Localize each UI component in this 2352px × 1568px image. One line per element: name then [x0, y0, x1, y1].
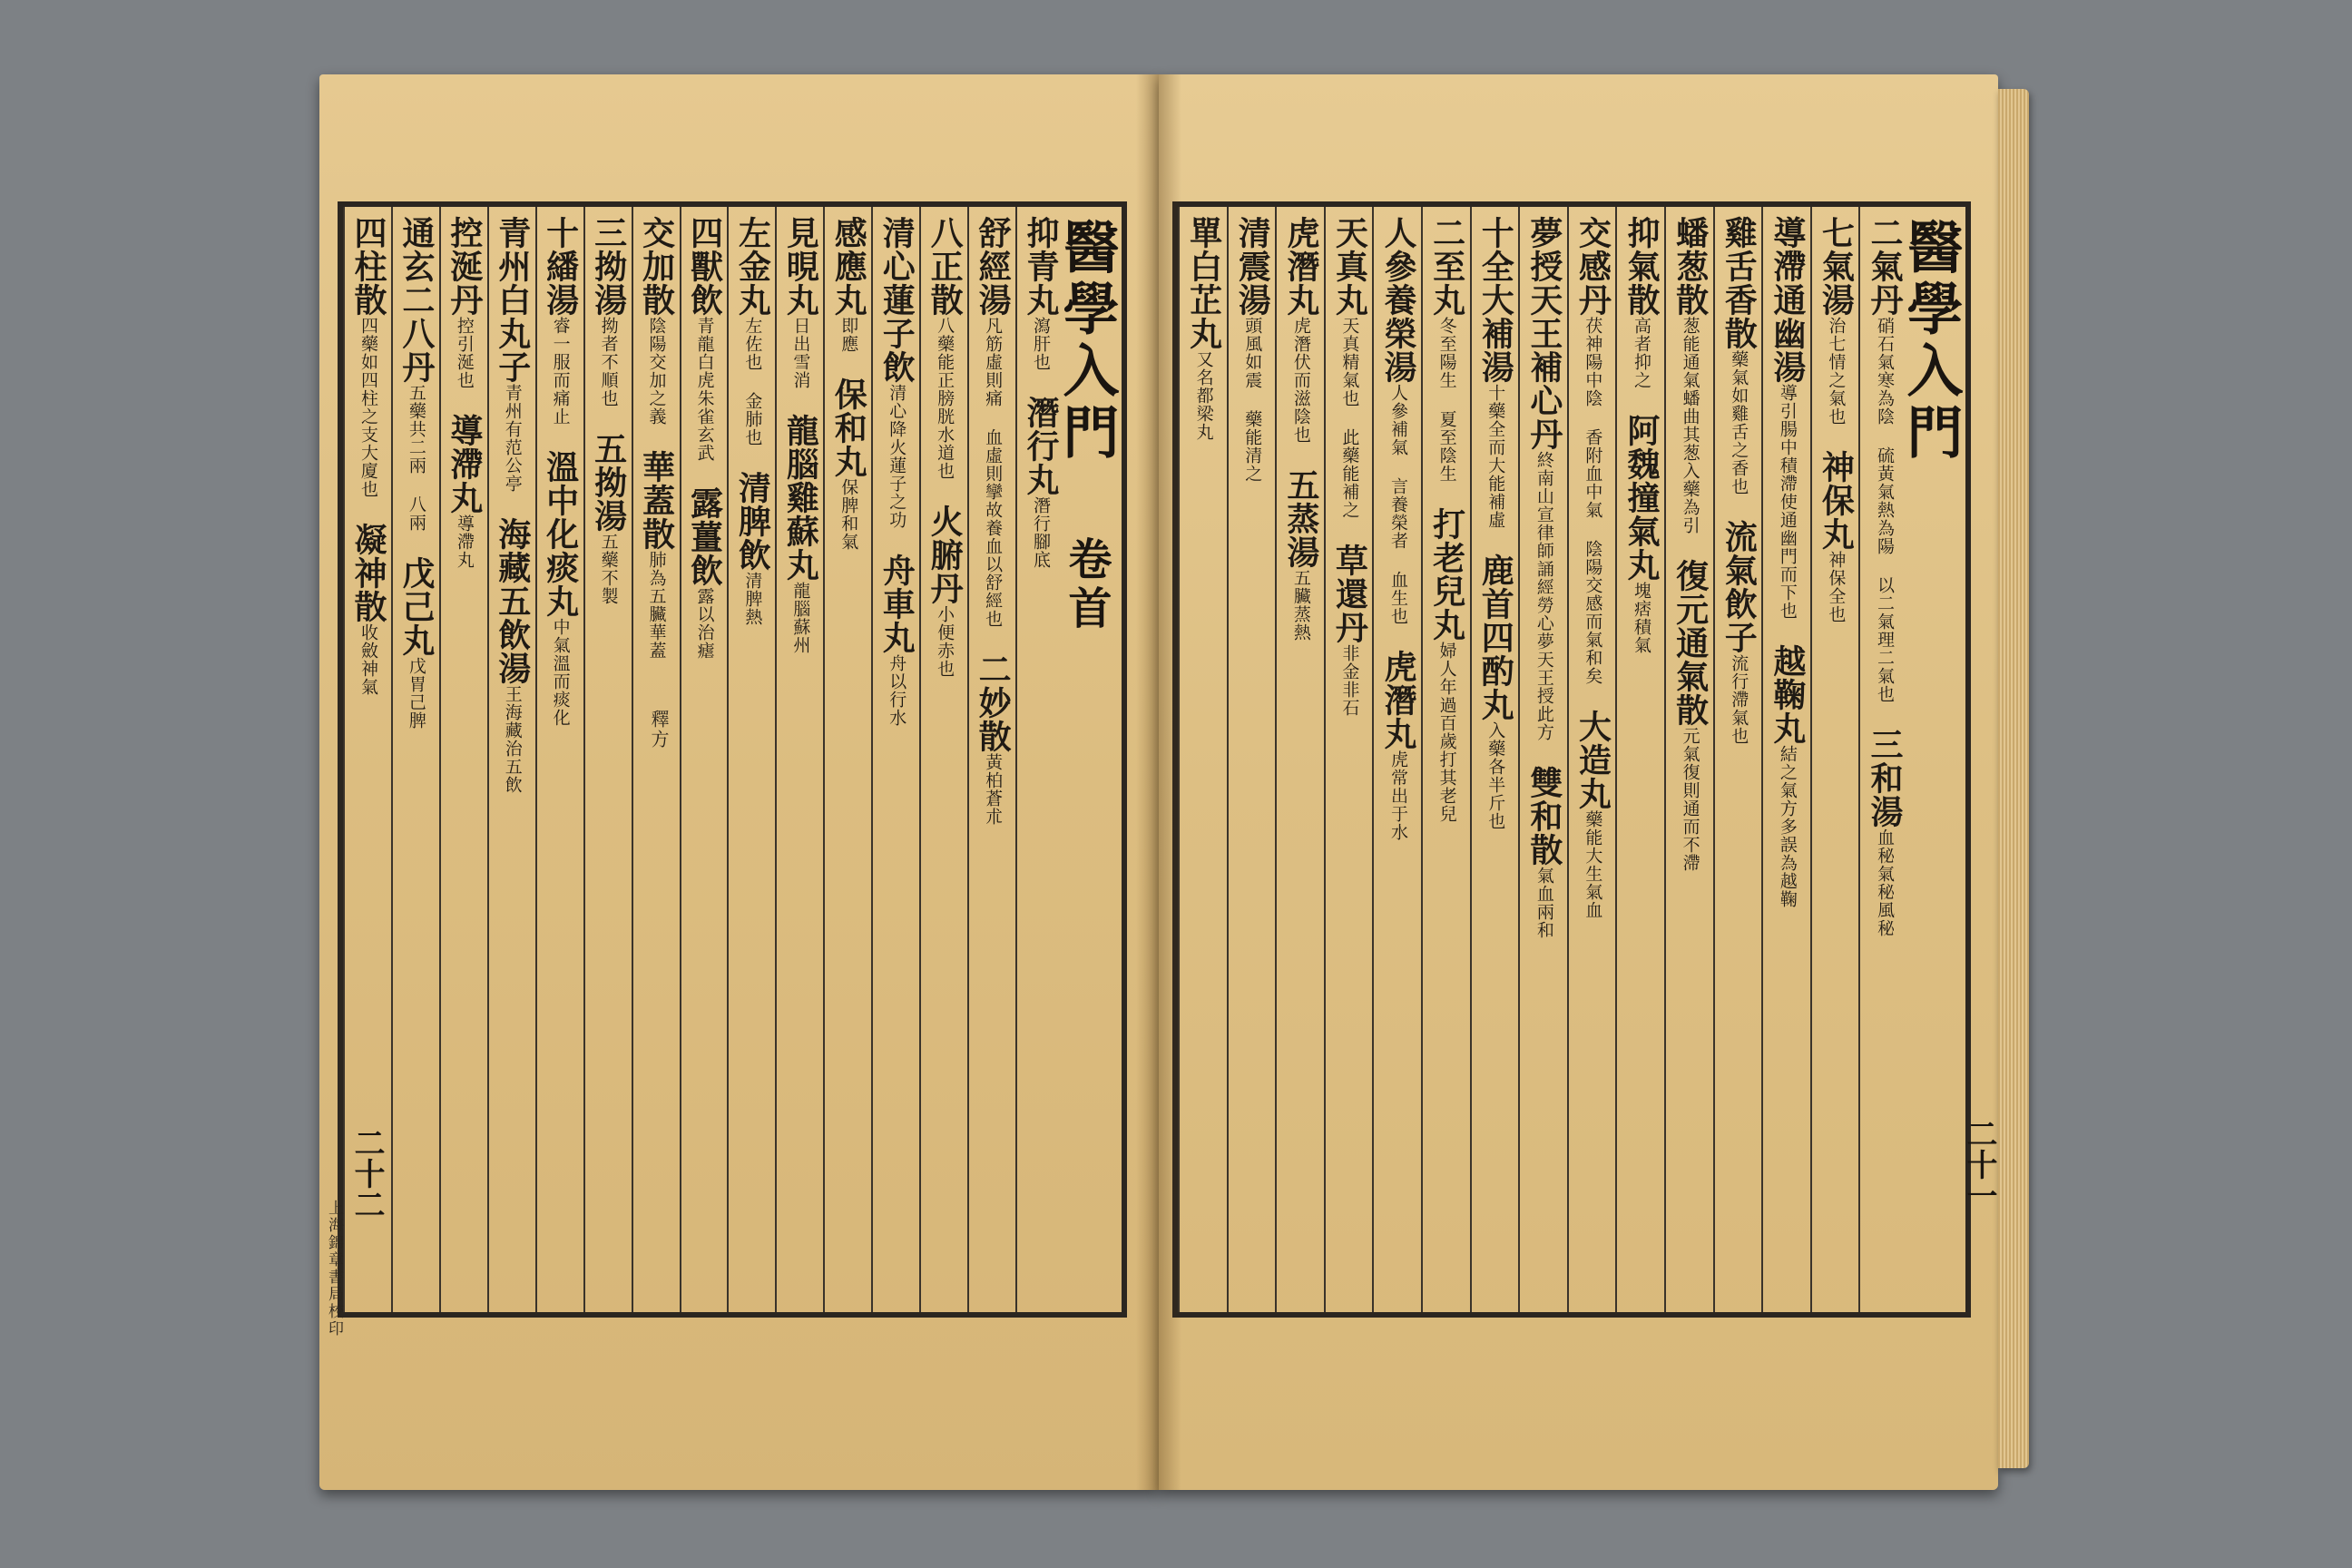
left-running-title [1054, 207, 1127, 1312]
right-prescription-note: 葱能通氣蟠曲其葱入藥為引 [1680, 317, 1700, 534]
left-prescription-name-lower: 舟車丸 [877, 554, 916, 654]
left-prescription-name-lower: 五拗湯 [589, 432, 628, 533]
left-column [919, 207, 967, 1312]
left-prescription-name: 十繙湯 [541, 216, 580, 317]
right-prescription-note-lower: 血秘氣秘風秘 [1875, 828, 1895, 937]
spacer [835, 353, 862, 377]
left-prescription-note: 日出雪消 [790, 317, 811, 389]
right-prescription-name: 單白芷丸 [1184, 216, 1223, 350]
left-prescription-note: 睿一服而痛止 [550, 317, 571, 426]
right-page [1159, 74, 1998, 1490]
left-column [871, 207, 919, 1312]
left-prescription-name: 通玄二八丹 [397, 216, 436, 384]
open-book [319, 74, 2029, 1490]
right-prescription-note-lower: 入藥各半斤也 [1485, 721, 1506, 830]
right-column [1615, 207, 1664, 1312]
left-prescription-name-lower: 華蓋散 [637, 450, 676, 551]
spacer [403, 532, 430, 556]
left-page-number: 二十二 [348, 1127, 385, 1220]
right-prescription-name-lower: 五蒸湯 [1281, 468, 1320, 569]
right-page-number: 二十一 [1961, 1118, 1997, 1210]
left-prescription-name: 青州白丸子 [493, 216, 532, 384]
left-prescription-note: 清心降火蓮子之功 [887, 384, 907, 529]
left-prescription-name-lower: 海藏五飲湯 [493, 517, 532, 685]
right-prescription-name: 抑氣散 [1622, 216, 1661, 317]
right-column [1810, 207, 1859, 1312]
left-prescription-note-lower: 收斂神氣 [358, 623, 378, 696]
left-prescription-note-lower: 五藥不製 [598, 533, 619, 605]
spacer [1288, 444, 1315, 468]
spacer [1482, 529, 1509, 554]
left-prescription-name-lower: 龍腦雞蘇丸 [781, 414, 820, 582]
spacer [1774, 620, 1801, 644]
left-prescription-name: 感應丸 [829, 216, 868, 317]
right-column [1518, 207, 1567, 1312]
spacer [1336, 519, 1363, 544]
right-prescription-note-lower: 神保全也 [1826, 551, 1847, 623]
spacer [1385, 625, 1412, 650]
left-prescription-name: 控涎丹 [445, 216, 484, 317]
left-prescription-note: 即應 [838, 317, 859, 353]
left-prescription-name: 清心蓮子飲 [877, 216, 916, 384]
right-column [1421, 207, 1470, 1312]
left-prescription-name: 見晛丸 [781, 216, 820, 317]
left-prescription-note: 五藥共二兩 八兩 [406, 384, 426, 532]
right-prescription-name: 二氣丹 [1866, 216, 1904, 317]
right-prescription-note: 冬至陽生 夏至陰生 [1436, 317, 1457, 483]
right-prescription-name-lower: 草還丹 [1330, 544, 1369, 644]
right-prescription-name-lower: 虎潛丸 [1379, 650, 1417, 750]
left-column [823, 207, 871, 1312]
right-prescription-note-lower: 氣血兩和 [1534, 867, 1554, 939]
right-column [1664, 207, 1713, 1312]
left-prescription-note: 瀉肝也 [1031, 317, 1051, 371]
left-prescription-note-lower: 導滯丸 [454, 514, 475, 569]
right-column [1372, 207, 1421, 1312]
left-column [487, 207, 535, 1312]
left-prescription-name: 舒經湯 [974, 216, 1013, 317]
spacer [1579, 685, 1606, 710]
right-prescription-note: 導引腸中積滯使通幽門而下也 [1777, 384, 1798, 620]
right-prescription-name-lower: 阿魏撞氣丸 [1622, 414, 1661, 582]
left-prescription-note-lower: 清脾熱 [742, 572, 763, 626]
right-prescription-name: 人參養榮湯 [1379, 216, 1417, 384]
left-prescription-note-lower: 潛行腳底 [1031, 496, 1051, 569]
left-column [775, 207, 823, 1312]
spacer [499, 493, 526, 517]
spacer [787, 389, 814, 414]
left-prescription-name: 左金丸 [733, 216, 772, 317]
right-column [1324, 207, 1373, 1312]
left-prescription-note: 陰陽交加之義 [646, 317, 667, 426]
right-column [1761, 207, 1810, 1312]
left-prescription-name-lower: 潛行丸 [1022, 396, 1060, 496]
left-prescription-name-lower: 露薑飲 [685, 486, 724, 587]
right-prescription-name-lower: 神保丸 [1817, 450, 1856, 551]
spacer [643, 426, 671, 450]
left-prescription-name-lower: 二妙散 [974, 652, 1013, 753]
right-prescription-note-lower: 結之氣方多誤為越鞠 [1777, 745, 1798, 908]
right-prescription-name-lower: 雙和散 [1524, 766, 1563, 867]
right-prescription-note-lower: 流行滯氣也 [1729, 654, 1749, 745]
right-title-text: 醫學入門 [1897, 218, 1964, 465]
left-prescription-name-lower: 戊己丸 [397, 556, 436, 657]
spacer [595, 407, 622, 432]
book-gutter [1136, 74, 1181, 1490]
right-prescription-name: 清震湯 [1233, 216, 1272, 317]
right-prescription-note: 高者抑之 [1632, 317, 1651, 389]
left-prescription-note-lower: 露以治瘧 [694, 587, 715, 660]
right-prescription-name-lower: 鹿首四酌丸 [1476, 554, 1515, 721]
right-text-frame [1172, 201, 1971, 1318]
left-column [967, 207, 1015, 1312]
left-prescription-note: 青州有范公亭 [502, 384, 523, 493]
right-prescription-name: 二至丸 [1427, 216, 1466, 317]
left-prescription-note-lower: 龍腦蘇州 [790, 582, 811, 654]
left-prescription-name-lower: 導滯丸 [445, 414, 484, 514]
right-prescription-note: 十藥全而大能補虛 [1485, 384, 1506, 529]
left-prescription-note: 青龍白虎朱雀玄武 [694, 317, 715, 462]
left-prescription-note-lower: 保脾和氣 [838, 478, 859, 551]
left-prescription-note-lower: 戊胃己脾 [406, 657, 426, 730]
right-column [1713, 207, 1762, 1312]
left-prescription-note-lower: 中氣溫而痰化 [550, 618, 571, 727]
left-volume-text: 卷首 [1061, 536, 1112, 634]
right-prescription-name: 十全大補湯 [1476, 216, 1515, 384]
right-prescription-note-lower: 婦人年過百歲打其老兒 [1436, 642, 1457, 823]
right-prescription-note: 治七情之氣也 [1826, 317, 1847, 426]
page-edges [1998, 89, 2029, 1468]
right-prescription-name-lower: 大造丸 [1573, 710, 1612, 810]
right-prescription-name-lower: 打老兒丸 [1427, 507, 1466, 642]
spacer [691, 462, 718, 486]
right-prescription-note: 虎潛伏而滋陰也 [1290, 317, 1311, 444]
left-prescription-note: 四藥如四柱之支大廈也 [358, 317, 378, 498]
right-prescription-name: 交感丹 [1573, 216, 1612, 317]
left-prescription-name: 四柱散 [348, 216, 387, 317]
left-column [583, 207, 632, 1312]
spacer [1822, 426, 1849, 450]
right-prescription-note: 藥氣如雞舌之香也 [1729, 350, 1749, 495]
left-prescription-name: 八正散 [926, 216, 965, 317]
left-prescription-name-lower: 火腑丹 [926, 505, 965, 605]
right-prescription-name: 夢授天王補心丹 [1524, 216, 1563, 451]
spacer [547, 426, 574, 450]
spacer [1434, 483, 1461, 507]
spacer [739, 446, 766, 471]
left-prescription-note: 左佐也 金肺也 [742, 317, 763, 446]
spacer [1628, 389, 1655, 414]
spacer [355, 498, 382, 523]
spacer [979, 628, 1006, 652]
right-prescription-name: 導滯通幽湯 [1768, 216, 1807, 384]
left-column [727, 207, 775, 1312]
left-column [632, 207, 680, 1312]
left-column [439, 207, 487, 1312]
left-prescription-note: 八藥能正膀胱水道也 [935, 317, 956, 480]
right-prescription-note: 又名都梁丸 [1193, 350, 1214, 441]
printer-imprint: 上海錦章書局校印 [325, 1200, 343, 1338]
right-prescription-note-lower: 元氣復則通而不滯 [1680, 727, 1700, 872]
right-prescription-name-lower: 復元通氣散 [1671, 559, 1710, 727]
right-prescription-note: 頭風如震 藥能清之 [1242, 317, 1263, 483]
left-column [535, 207, 583, 1312]
section-label: 釋方 [648, 710, 670, 750]
left-text-frame [338, 201, 1127, 1318]
left-prescription-name: 抑青丸 [1022, 216, 1060, 317]
right-prescription-note: 硝石氣寒為陰 硫黃氣熱為陽 以二氣理二氣也 [1875, 317, 1895, 703]
right-prescription-note-lower: 虎常出于水 [1388, 750, 1408, 841]
left-page [319, 74, 1159, 1490]
right-prescription-note: 茯神陽中陰 香附血中氣 陰陽交感而氣和矣 [1583, 317, 1603, 685]
left-prescription-note: 拗者不順也 [598, 317, 619, 407]
left-prescription-name-lower: 溫中化痰丸 [541, 450, 580, 618]
left-column [1015, 207, 1063, 1312]
right-prescription-note: 終南山宣律師誦經勞心夢天王授此方 [1534, 451, 1554, 741]
right-prescription-name: 蟠葱散 [1671, 216, 1710, 317]
left-prescription-name-lower: 清脾飲 [733, 471, 772, 572]
right-prescription-note-lower: 非金非石 [1339, 644, 1360, 717]
right-prescription-name: 雞舌香散 [1720, 216, 1759, 350]
left-prescription-name-lower: 凝神散 [348, 523, 387, 623]
spacer [1027, 371, 1054, 396]
right-prescription-note: 人參補氣 言養榮者 血生也 [1388, 384, 1408, 625]
right-column [1227, 207, 1276, 1312]
spacer [883, 529, 910, 554]
right-prescription-note: 天真精氣也 此藥能補之 [1339, 317, 1360, 519]
left-prescription-note-lower: 黃柏蒼朮 [983, 753, 1004, 826]
right-column [1275, 207, 1324, 1312]
left-prescription-note: 凡筋虛則痛 血虛則攣故養血以舒經也 [983, 317, 1004, 628]
right-prescription-name: 虎潛丸 [1281, 216, 1320, 317]
right-prescription-name-lower: 越鞠丸 [1768, 644, 1807, 745]
left-prescription-name: 三拗湯 [589, 216, 628, 317]
spacer [1725, 495, 1752, 520]
spacer [931, 480, 958, 505]
right-prescription-name: 天真丸 [1330, 216, 1369, 317]
left-prescription-name: 四獸飲 [685, 216, 724, 317]
left-prescription-note-lower: 小便赤也 [935, 605, 956, 678]
left-column [391, 207, 439, 1312]
left-prescription-name: 交加散 [637, 216, 676, 317]
right-column [1567, 207, 1616, 1312]
spacer [1677, 534, 1704, 559]
right-column [1858, 207, 1907, 1312]
right-prescription-name: 七氣湯 [1817, 216, 1856, 317]
spacer [1531, 741, 1558, 766]
left-prescription-note: 控引涎也 [454, 317, 475, 389]
left-prescription-note-lower: 肺為五臟華蓋 [646, 551, 667, 660]
right-column [1470, 207, 1519, 1312]
left-prescription-name-lower: 保和丸 [829, 377, 868, 478]
right-prescription-note-lower: 藥能大生氣血 [1583, 810, 1603, 919]
right-prescription-note-lower: 五臟蒸熱 [1290, 569, 1311, 642]
right-prescription-name-lower: 三和湯 [1866, 728, 1904, 828]
right-prescription-note-lower: 塊痞積氣 [1632, 582, 1651, 654]
left-title-text: 醫學入門 [1054, 218, 1120, 465]
left-prescription-note-lower: 王海藏治五飲 [502, 685, 523, 794]
spacer [1871, 703, 1898, 728]
spacer [451, 389, 478, 414]
right-prescription-name-lower: 流氣飲子 [1720, 520, 1759, 654]
right-column [1178, 207, 1227, 1312]
left-column [680, 207, 728, 1312]
left-prescription-note-lower: 舟以行水 [887, 654, 907, 727]
